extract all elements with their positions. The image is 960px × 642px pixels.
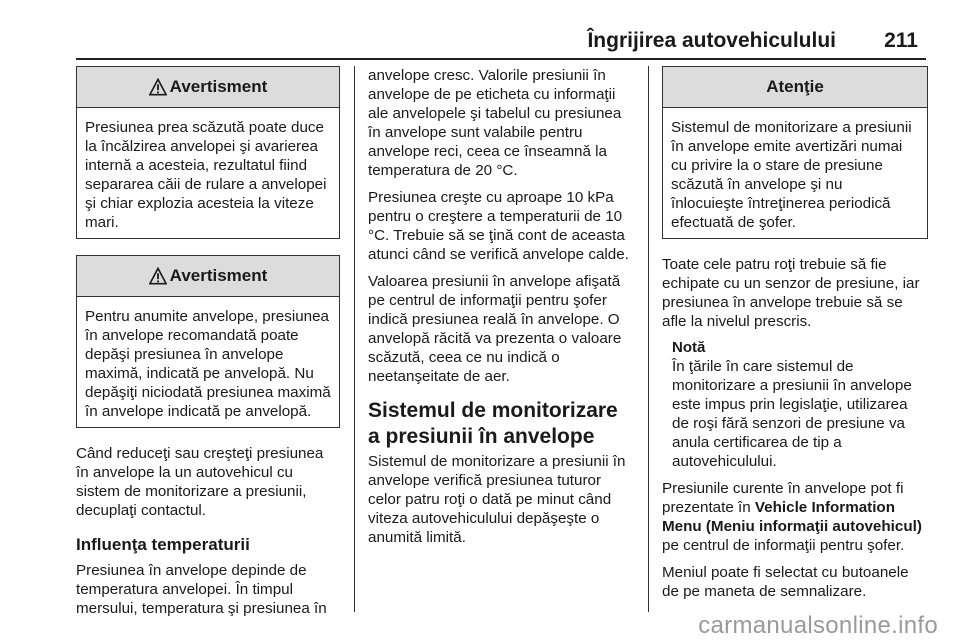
- header-rule: [76, 58, 926, 60]
- warning-triangle-icon: [149, 78, 167, 96]
- caution-box-header: [663, 67, 927, 108]
- note-block: [662, 339, 928, 471]
- watermark: carmanualsonline.info: [698, 612, 938, 639]
- note-title: Notă: [672, 339, 706, 356]
- paragraph-vehicle-info-menu: [662, 479, 928, 555]
- warning-box-2-title: Avertisment: [169, 266, 268, 285]
- section-heading-temperature: Influenţa temperaturii: [76, 535, 250, 554]
- warning-box-1-text: Presiunea prea scăzută poate duce la încălzirea anvelopei şi avarierea internă a acesteia, rezultatul fiind separarea căii de rulare a anvelopei şi chiar explozia acesteia la viteze mari.: [85, 119, 327, 231]
- page-number: 211: [884, 29, 918, 52]
- paragraph-vehicle-info-menu-start: Presiunile curente în anvelope pot fi prezentate în: [662, 480, 904, 516]
- paragraph-sensors: Toate cele patru roţi trebuie să fie echipate cu un senzor de presiune, iar presiunea în anvelope trebuie să se afle la nivelul prescris.: [662, 256, 920, 330]
- warning-box-2-text: Pentru anumite anvelope, presiunea în anvelope recomandată poate depăşi presiunea în anvelope maximă, indicată pe anvelopă. Nu depăşiţi niciodată presiunea maximă în anvelope indicată pe anvelopă.: [85, 308, 331, 420]
- paragraph-vehicle-info-menu-end: pe centrul de informaţii pentru şofer.: [662, 537, 905, 554]
- page-title: Îngrijirea autovehiculului: [587, 29, 836, 52]
- caution-box-title: Atenţie: [766, 77, 824, 96]
- column-divider-2: [648, 66, 649, 612]
- column-divider-1: [354, 66, 355, 612]
- warning-box-1: [76, 66, 340, 239]
- column-1: [76, 66, 340, 626]
- warning-box-1-title: Avertisment: [169, 77, 268, 96]
- note-text: În ţările în care sistemul de monitorizare a presiunii în anvelope este impus prin legislaţie, utilizarea de roşi fără senzori de presiune va anula certificarea de tip a autovehiculului.: [672, 358, 912, 470]
- warning-box-2-header: [77, 256, 339, 297]
- caution-box: [662, 66, 928, 239]
- paragraph-menu-selection: Meniul poate fi selectat cu butoanele de pe maneta de semnalizare.: [662, 564, 909, 600]
- paragraph-pressure-increase: Presiunea creşte cu aproape 10 kPa pentru o creştere a temperaturii de 10 °C. Trebuie să se ţină cont de aceasta atunci când se verifică anvelope calde.: [368, 189, 629, 263]
- warning-triangle-icon: [149, 267, 167, 285]
- column-2: [368, 66, 634, 555]
- vehicle-information-menu-label: Vehicle Information Menu (Meniu informaţii autovehicul): [662, 499, 922, 535]
- paragraph-ignition: Când reduceţi sau creşteţi presiunea în anvelope la un autovehicul cu sistem de monitorizare a presiunii, decuplaţi contactul.: [76, 445, 324, 519]
- paragraph-displayed-pressure: Valoarea presiunii în anvelope afişată pe centrul de informaţii pentru şofer indică presiunea reală în anvelope. O anvelopă răcită va prezenta o valoare scăzută, ceea ce nu indică o neetanşeitate de aer.: [368, 273, 622, 385]
- page-header: [0, 0, 960, 56]
- warning-box-2: [76, 255, 340, 428]
- paragraph-temperature: Presiunea în anvelope depinde de temperatura anvelopei. În timpul mersului, temperatura şi presiunea în: [76, 562, 327, 617]
- section-heading-tpms: Sistemul de monitorizare a presiunii în anvelope: [368, 399, 618, 448]
- paragraph-cold-values: anvelope cresc. Valorile presiunii în anvelope de pe eticheta cu informaţii ale anvelopele şi tabelul cu presiunea în anvelope sunt valabile pentru anvelope reci, ceea ce înseamnă la temperatura de 20 °C.: [368, 67, 622, 179]
- paragraph-tpms: Sistemul de monitorizare a presiunii în anvelope verifică presiunea tuturor celor patru roţi o dată pe minut când viteza autovehiculului depăşeşte o anumită limită.: [368, 453, 626, 546]
- caution-box-text: Sistemul de monitorizare a presiunii în anvelope emite avertizări numai cu privire la o stare de presiune scăzută în anvelope şi nu înlocuieşte întreţinerea periodică efectuată de şofer.: [671, 119, 912, 231]
- column-3: [662, 66, 928, 609]
- warning-box-1-header: [77, 67, 339, 108]
